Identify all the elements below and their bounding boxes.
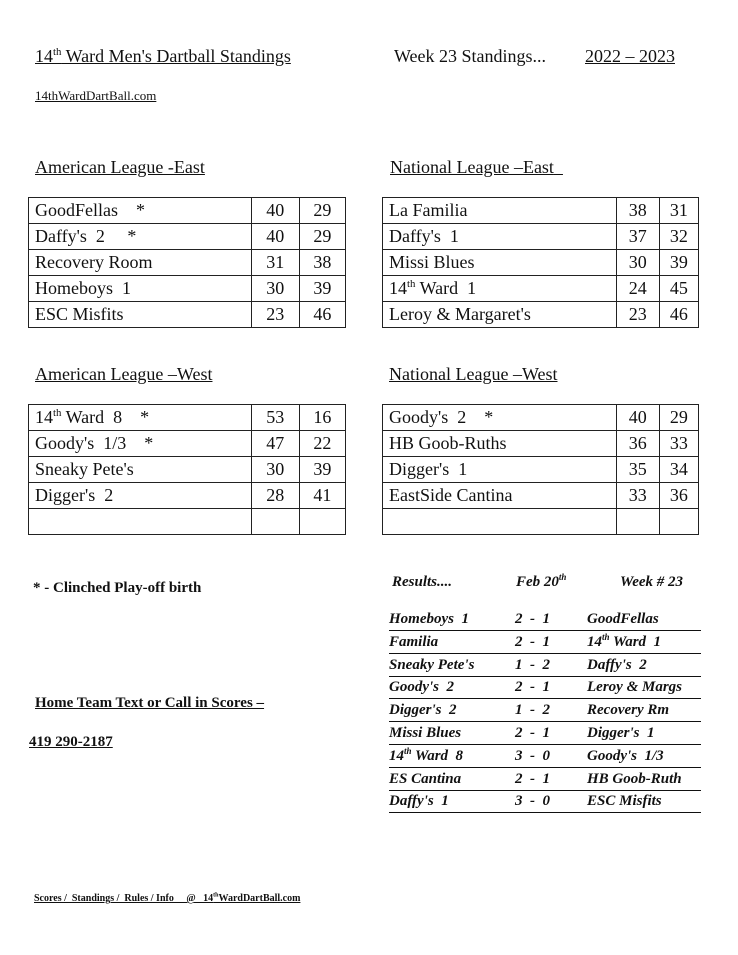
losses: 16 (299, 405, 345, 431)
wins: 53 (251, 405, 299, 431)
results-date: Feb 20th (516, 572, 567, 590)
result-away-team: Leroy & Margs (587, 679, 682, 696)
standings-row (29, 509, 346, 535)
losses: 38 (299, 250, 345, 276)
nl-east-table (382, 197, 699, 328)
team-name (29, 509, 252, 535)
nl-east-heading: National League –East (390, 157, 554, 177)
standings-row (383, 302, 699, 328)
wins: 38 (616, 198, 659, 224)
losses: 29 (659, 405, 698, 431)
team-name: GoodFellas * (29, 198, 252, 224)
wins (616, 509, 659, 535)
losses: 31 (659, 198, 698, 224)
result-row (389, 677, 701, 699)
result-home-team: 14th Ward 8 (389, 745, 464, 764)
losses: 39 (659, 250, 698, 276)
result-row (389, 791, 701, 813)
team-name: La Familia (383, 198, 617, 224)
wins: 30 (251, 276, 299, 302)
result-home-team: ES Cantina (389, 770, 462, 787)
team-name: Digger's 2 (29, 483, 252, 509)
al-west-table (28, 404, 346, 535)
wins: 40 (251, 198, 299, 224)
standings-row (29, 224, 346, 250)
losses: 34 (659, 457, 698, 483)
standings-row (29, 276, 346, 302)
result-away-team: Digger's 1 (587, 725, 655, 741)
standings-row (29, 250, 346, 276)
team-name: Daffy's 2 * (29, 224, 252, 250)
week-label: Week 23 Standings... (394, 46, 547, 66)
losses: 33 (659, 431, 698, 457)
result-away-team: Daffy's 2 (587, 656, 647, 673)
result-row (389, 700, 701, 722)
result-away-team: Goody's 1/3 (587, 747, 664, 764)
standings-row (383, 405, 699, 431)
team-name: ESC Misfits (29, 302, 252, 328)
wins: 30 (616, 250, 659, 276)
standings-row (383, 431, 699, 457)
team-name: Digger's 1 (383, 457, 617, 483)
result-home-team: Homeboys 1 (389, 611, 469, 627)
wins: 40 (251, 224, 299, 250)
team-name: Sneaky Pete's (29, 457, 252, 483)
nl-west-table (382, 404, 699, 535)
result-score: 2 - 1 (515, 770, 550, 787)
standings-row (29, 431, 346, 457)
footer-links[interactable]: Scores / Standings / Rules / Info @ 14thWardDartBall.com (34, 892, 301, 904)
losses: 46 (659, 302, 698, 328)
wins: 40 (616, 405, 659, 431)
result-home-team: Daffy's 1 (389, 793, 449, 810)
losses: 45 (659, 276, 698, 302)
result-away-team: ESC Misfits (587, 793, 662, 810)
result-score: 1 - 2 (515, 702, 550, 719)
standings-row (29, 302, 346, 328)
team-name: 14th Ward 8 * (29, 405, 252, 431)
al-east-heading: American League -East (35, 157, 205, 177)
wins: 23 (616, 302, 659, 328)
al-east-table (28, 197, 346, 328)
team-name: 14th Ward 1 (383, 276, 617, 302)
results-label: Results.... (392, 574, 453, 590)
team-name (383, 509, 617, 535)
standings-row (29, 405, 346, 431)
wins: 30 (251, 457, 299, 483)
losses: 32 (659, 224, 698, 250)
wins: 28 (251, 483, 299, 509)
wins: 31 (251, 250, 299, 276)
result-score: 2 - 1 (515, 633, 550, 650)
website-link[interactable]: 14thWardDartBall.com (35, 88, 157, 103)
team-name: Missi Blues (383, 250, 617, 276)
standings-row (29, 483, 346, 509)
wins (251, 509, 299, 535)
result-score: 2 - 1 (515, 611, 550, 627)
home-team-note: Home Team Text or Call in Scores – (35, 695, 265, 711)
wins: 47 (251, 431, 299, 457)
result-away-team: 14th Ward 1 (587, 631, 662, 650)
result-score: 3 - 0 (515, 793, 550, 810)
team-name: Leroy & Margaret's (383, 302, 617, 328)
standings-row (383, 250, 699, 276)
team-name: Homeboys 1 (29, 276, 252, 302)
losses: 41 (299, 483, 345, 509)
team-name: HB Goob-Ruths (383, 431, 617, 457)
result-home-team: Digger's 2 (389, 702, 457, 719)
wins: 23 (251, 302, 299, 328)
result-score: 1 - 2 (515, 656, 550, 673)
losses (659, 509, 698, 535)
losses: 39 (299, 276, 345, 302)
result-home-team: Sneaky Pete's (389, 656, 475, 673)
wins: 24 (616, 276, 659, 302)
result-row (389, 769, 701, 791)
standings-row (29, 457, 346, 483)
season-label: 2022 – 2023 (585, 46, 675, 66)
losses: 46 (299, 302, 345, 328)
result-score: 2 - 1 (515, 725, 550, 741)
standings-row (383, 457, 699, 483)
clinched-note: * - Clinched Play-off birth (33, 580, 202, 596)
result-score: 2 - 1 (515, 679, 550, 696)
result-score: 3 - 0 (515, 747, 550, 764)
al-west-heading: American League –West (35, 364, 213, 384)
wins: 33 (616, 483, 659, 509)
page-title: 14th Ward Men's Dartball Standings (35, 46, 291, 66)
result-home-team: Familia (389, 633, 439, 650)
standings-row (383, 509, 699, 535)
wins: 35 (616, 457, 659, 483)
standings-row (383, 276, 699, 302)
losses: 29 (299, 198, 345, 224)
losses (299, 509, 345, 535)
team-name: Daffy's 1 (383, 224, 617, 250)
result-row (389, 609, 701, 631)
standings-row (383, 198, 699, 224)
wins: 37 (616, 224, 659, 250)
result-away-team: Recovery Rm (587, 702, 670, 719)
results-header (392, 574, 698, 594)
losses: 22 (299, 431, 345, 457)
result-row (389, 746, 701, 768)
result-row (389, 655, 701, 677)
team-name: Recovery Room (29, 250, 252, 276)
losses: 29 (299, 224, 345, 250)
losses: 36 (659, 483, 698, 509)
results-week: Week # 23 (620, 574, 684, 590)
result-home-team: Missi Blues (389, 725, 462, 741)
result-away-team: HB Goob-Ruth (587, 770, 682, 787)
result-row (389, 632, 701, 654)
team-name: Goody's 2 * (383, 405, 617, 431)
result-away-team: GoodFellas (587, 611, 659, 627)
standings-row (383, 483, 699, 509)
nl-west-heading: National League –West (389, 364, 558, 384)
result-home-team: Goody's 2 (389, 679, 454, 696)
losses: 39 (299, 457, 345, 483)
team-name: EastSide Cantina (383, 483, 617, 509)
wins: 36 (616, 431, 659, 457)
standings-row (383, 224, 699, 250)
standings-row (29, 198, 346, 224)
phone-number[interactable]: 419 290-2187 (29, 734, 113, 750)
result-row (389, 723, 701, 745)
team-name: Goody's 1/3 * (29, 431, 252, 457)
